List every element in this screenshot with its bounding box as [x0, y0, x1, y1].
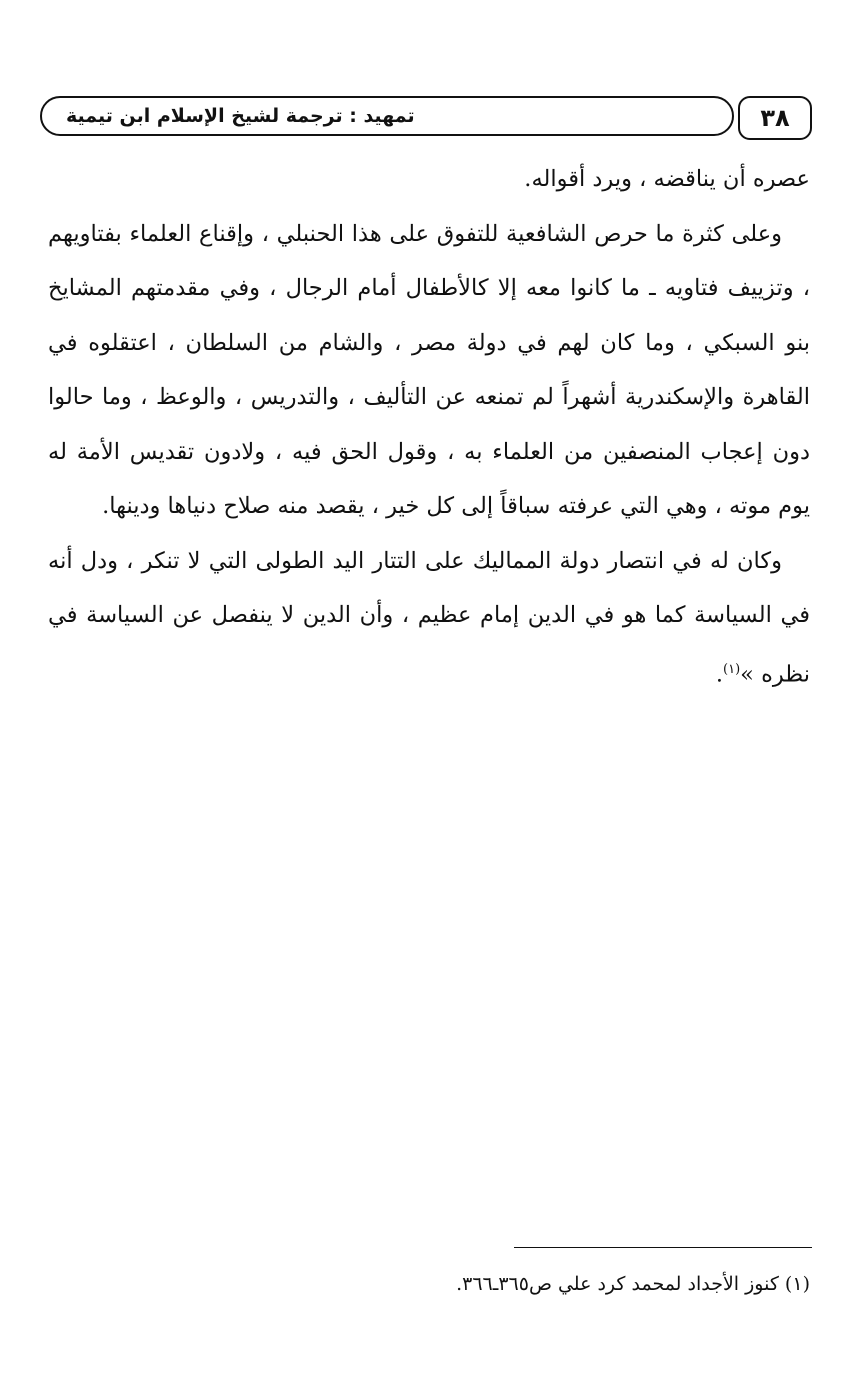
paragraph-3-end: . — [715, 661, 724, 687]
paragraph-2: وعلى كثرة ما حرص الشافعية للتفوق على هذا الحنبلي ، وإقناع العلماء بفتاويهم ، وتزييف فتاويه ـ ما كانوا معه إلا كالأطفال أمام الرجال ، وفي مقدمتهم المشايخ بنو السبكي ، وما كان لهم في دولة مصر ، والشام من السلطان ، اعتقلوه في القاهرة والإسكندرية أشهراً لم تمنعه عن التأليف ، والتدريس ، والوعظ ، وما حالوا دون إعجاب المنصفين من العلماء به ، وقول الحق فيه ، ولادون تقديس الأمة له يوم موته ، وهي التي عرفته سباقاً إلى كل خير ، يقصد منه صلاح دنياها ودينها. — [48, 220, 810, 519]
footnote — [48, 1268, 810, 1300]
paragraph-1: عصره أن يناقضه ، ويرد أقواله. — [524, 166, 810, 192]
page-number-box — [738, 96, 812, 140]
footnote-marker: (١) — [723, 661, 741, 677]
running-title: تمهيد : ترجمة لشيخ الإسلام ابن تيمية — [66, 105, 415, 127]
footnote-divider — [514, 1247, 812, 1248]
paragraph-3 — [48, 534, 810, 702]
page-number: ٣٨ — [760, 104, 790, 132]
paragraph-3-text: وكان له في انتصار دولة المماليك على التتار اليد الطولى التي لا تنكر ، ودل أنه في السياسة كما هو في الدين إمام عظيم ، وأن الدين لا ينفصل عن السياسة في نظره » — [48, 547, 810, 687]
footnote-text: (١) كنوز الأجداد لمحمد كرد علي ص٣٦٥ـ٣٦٦. — [456, 1273, 810, 1295]
running-title-box — [40, 96, 734, 136]
main-text — [48, 152, 810, 702]
page-header — [36, 96, 812, 140]
